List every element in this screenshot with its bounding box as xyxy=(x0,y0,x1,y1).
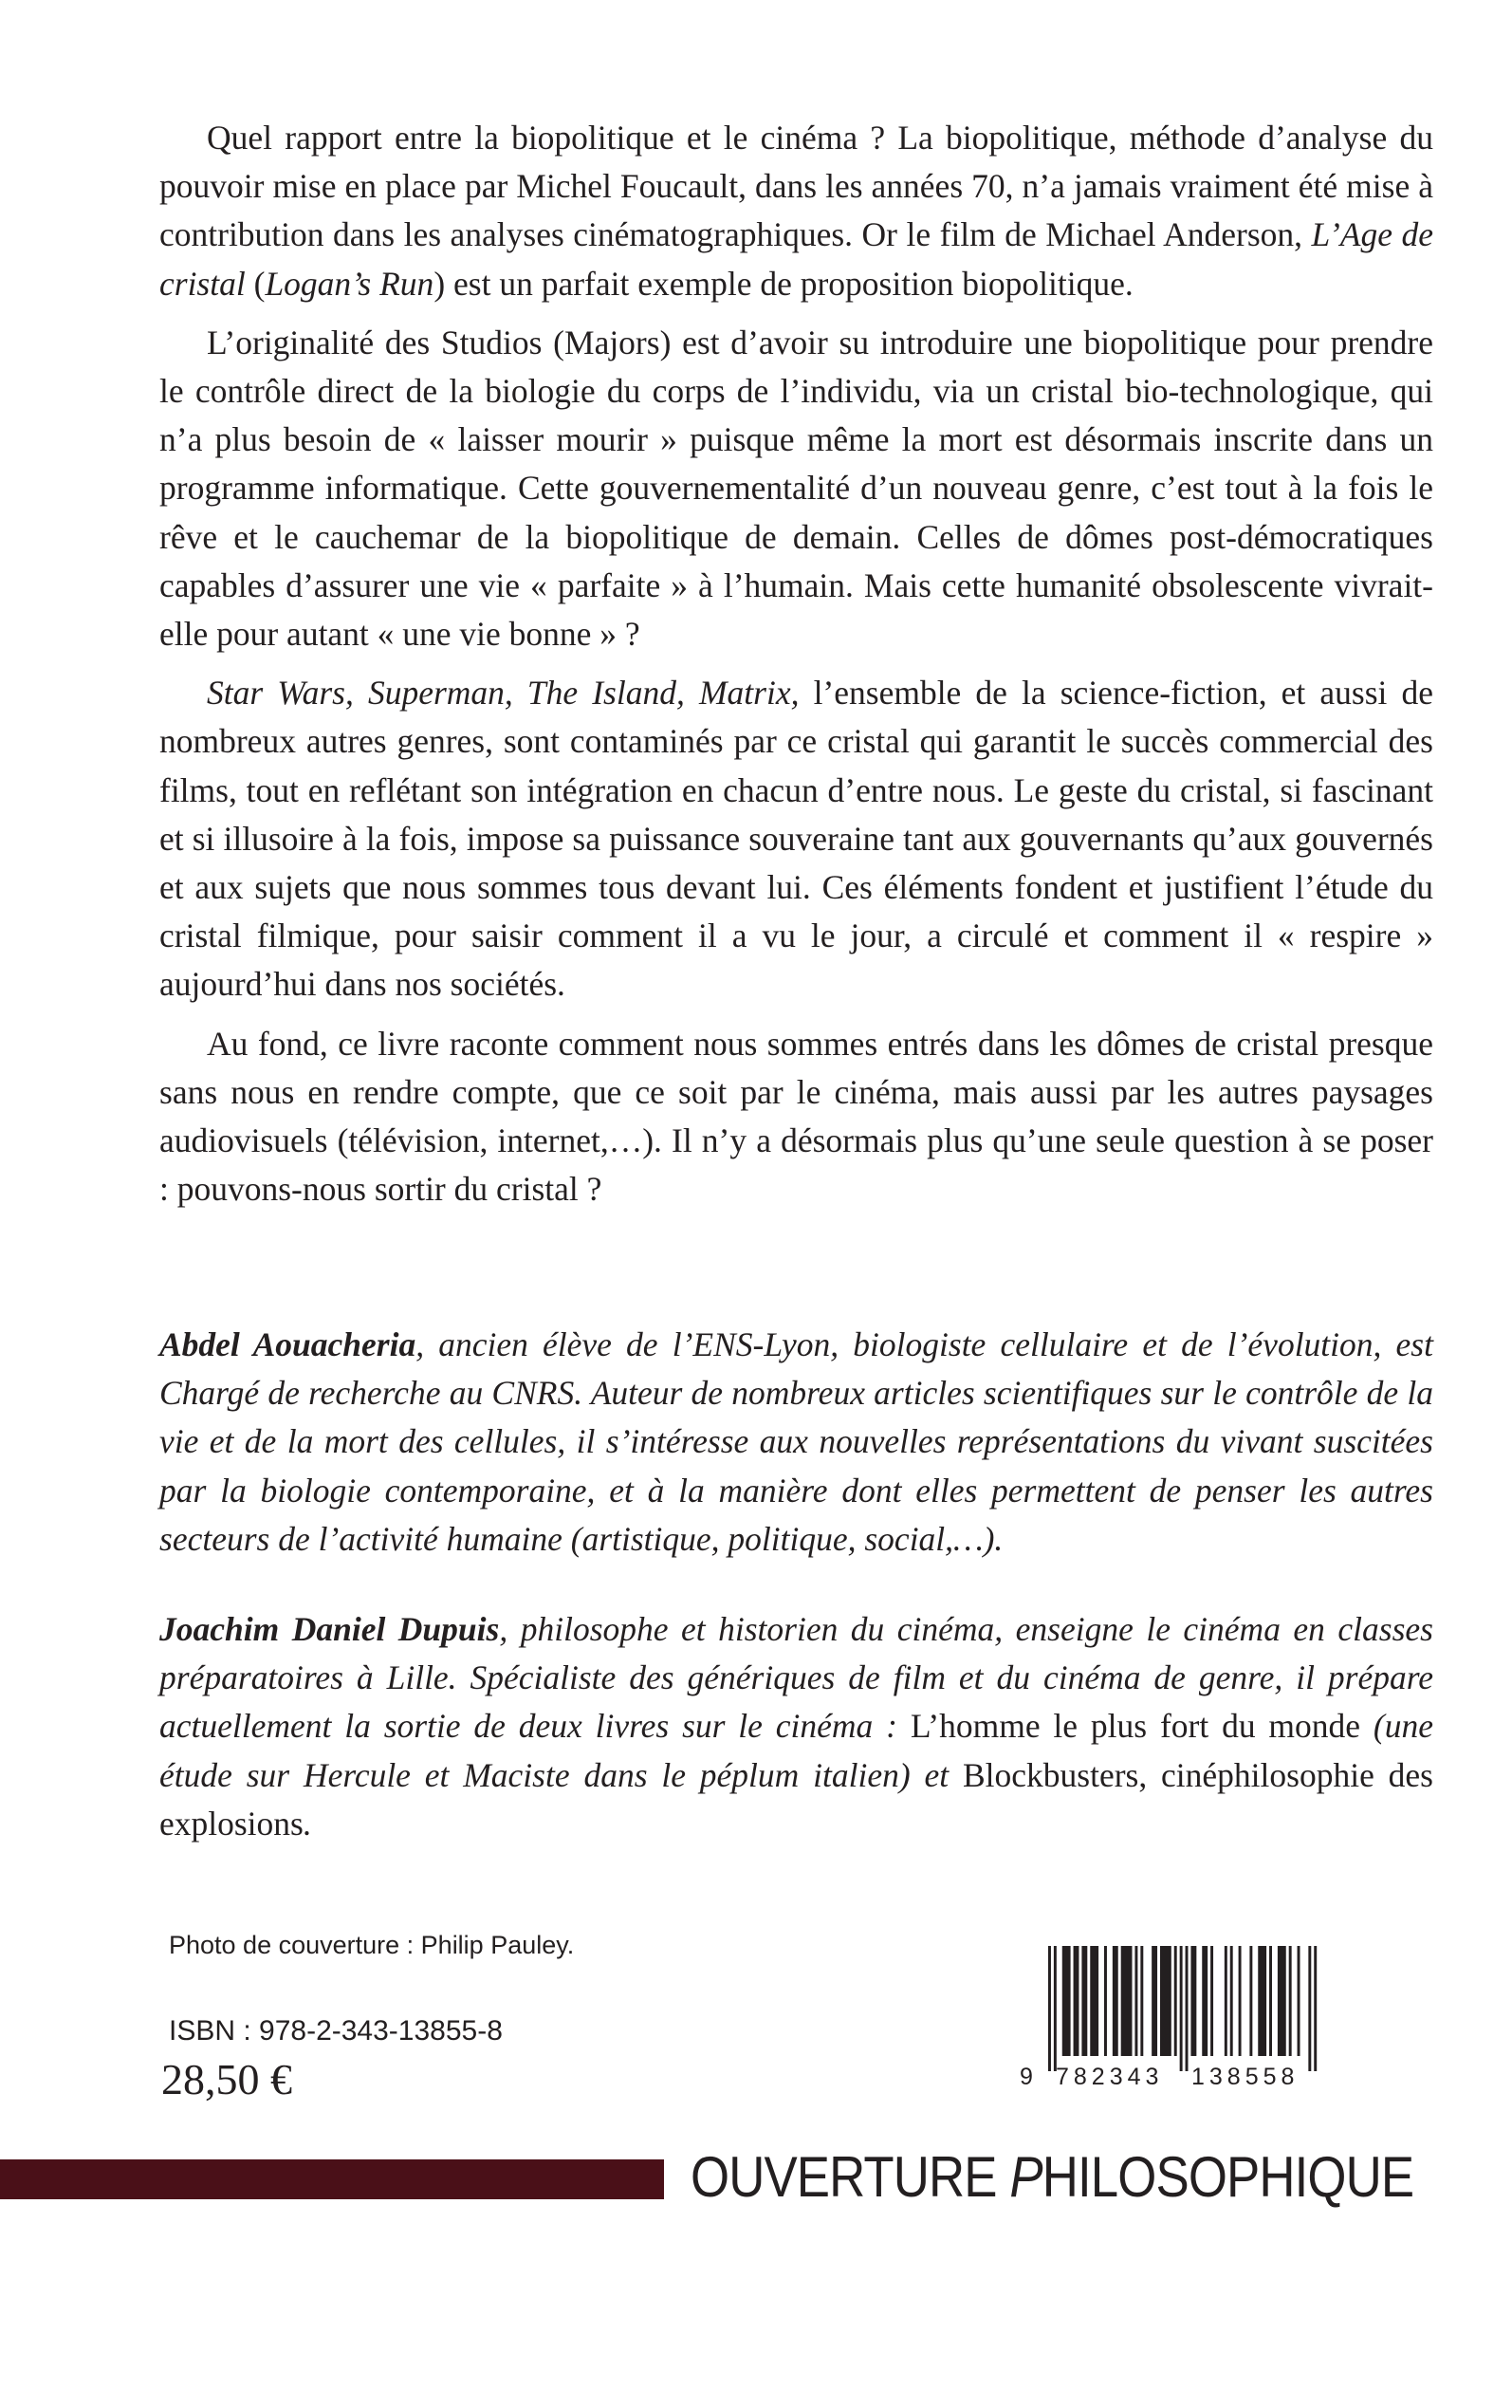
series-color-band xyxy=(0,2159,664,2199)
barcode-bar xyxy=(1113,1946,1118,2056)
author-bio-2: Joachim Daniel Dupuis, philosophe et historien du cinéma, enseigne le cinéma en classes préparatoires à Lille. Spécialiste des génériques de film et du cinéma de genre, il prépare actuellement la sortie de deux livres sur le cinéma : L’homme le plus fort du monde (une étude sur Hercule et Maciste dans le péplum italien) et Blockbusters, cinéphilosophie des explosions. xyxy=(159,1610,1433,1843)
barcode-bar xyxy=(1210,1946,1213,2056)
barcode-bar xyxy=(1225,1946,1227,2056)
film-title-french: L’Age de cristal xyxy=(159,215,1433,303)
summary-paragraph-3: Star Wars, Superman, The Island, Matrix, l’ensemble de la science-fiction, et aussi de nombreux autres genres, sont contaminés par ce cristal qui garantit le succès commercial des films, tout en reflétant son intégration en chacun d’entre nous. Le geste du cristal, si fascinant et si illusoire à la fois, impose sa puissance souveraine tant aux gouvernants qu’aux gouvernés et aux sujets que nous sommes tous devant lui. Ces éléments fondent et justifient l’étude du cristal filmique, pour saisir comment il a vu le jour, a circulé et comment il « respire » aujourd’hui dans nos sociétés. xyxy=(159,674,1433,1004)
barcode-bar xyxy=(1298,1946,1300,2056)
barcode-image xyxy=(1016,1946,1344,2088)
photo-credit: Photo de couverture : Philip Pauley. xyxy=(169,1931,575,1959)
barcode-bar xyxy=(1269,1946,1272,2056)
barcode-bar xyxy=(1314,1946,1317,2071)
barcode-bar xyxy=(1308,1946,1311,2071)
barcode-bar xyxy=(1134,1946,1137,2056)
barcode-bar xyxy=(1258,1946,1266,2056)
barcode-bar xyxy=(1239,1946,1242,2056)
price: 28,50 € xyxy=(161,2055,292,2103)
barcode-bar xyxy=(1062,1946,1071,2056)
barcode-bar xyxy=(1104,1946,1107,2056)
barcode-bar xyxy=(1090,1946,1098,2056)
book-title: L’homme le plus fort du monde xyxy=(910,1707,1361,1746)
summary-paragraph-2: L’originalité des Studios (Majors) est d’avoir su introduire une biopolitique pour prendre le contrôle direct de la biologie du corps de l’individu, via un cristal bio-technologique, qui n’a plus besoin de « laisser mourir » puisque même la mort est désormais inscrite dans un programme informatique. Cette gouvernementalité d’un nouveau genre, c’est tout à la fois le rêve et le cauchemar de la biopolitique de demain. Celles de dômes post-démocratiques capables d’assurer une vie « parfaite » à l’humain. Mais cette humanité obsolescente vivrait-elle pour autant « une vie bonne » ? xyxy=(159,323,1433,654)
barcode-bar xyxy=(1289,1946,1292,2056)
barcode-right-digits: 138558 xyxy=(1191,2064,1300,2088)
barcode-bar xyxy=(1180,1946,1183,2071)
barcode-bar xyxy=(1121,1946,1133,2056)
series-name: OUVERTURE PHILOSOPHIQUE xyxy=(691,2145,1414,2209)
barcode-bar xyxy=(1152,1946,1157,2056)
barcode-bar xyxy=(1249,1946,1252,2056)
book-title: Blockbusters, cinéphilosophie des explosions xyxy=(159,1755,1433,1843)
author-name: Joachim Daniel Dupuis xyxy=(159,1610,500,1649)
summary-paragraph-1: Quel rapport entre la biopolitique et le cinéma ? La biopolitique, méthode d’analyse du pouvoir mise en place par Michel Foucault, dans les années 70, n’a jamais vraiment été mise à contribution dans les analyses cinématographiques. Or le film de Michael Anderson, L’Age de cristal (Logan’s Run) est un parfait exemple de proposition biopolitique. xyxy=(159,119,1433,303)
barcode-bar xyxy=(1054,1946,1057,2071)
barcode-bar xyxy=(1074,1946,1079,2056)
back-cover-summary xyxy=(159,114,1433,1224)
isbn: ISBN : 978-2-343-13855-8 xyxy=(169,2015,503,2047)
barcode-bar xyxy=(1202,1946,1208,2056)
barcode-bar xyxy=(1048,1946,1051,2071)
barcode-bar xyxy=(1230,1946,1233,2056)
barcode-bar xyxy=(1186,1946,1189,2071)
barcode xyxy=(1016,1946,1344,2088)
author-bio-1: Abdel Aouacheria, ancien élève de l’ENS-Lyon, biologiste cellulaire et de l’évolution, est Chargé de recherche au CNRS. Auteur de nombreux articles scientifiques sur le contrôle de la vie et de la mort des cellules, il s’intéresse aux nouvelles représentations du vivant suscitées par la biologie contemporaine, et à la manière dont elles permettent de penser les autres secteurs de l’activité humaine (artistique, politique, social,…). xyxy=(159,1325,1433,1558)
barcode-first-digit: 9 xyxy=(1020,2064,1033,2088)
barcode-bar xyxy=(1190,1946,1196,2056)
barcode-bar xyxy=(1140,1946,1143,2056)
barcode-bar xyxy=(1174,1946,1177,2056)
barcode-bar xyxy=(1160,1946,1171,2056)
film-titles-list: Star Wars, Superman, The Island, Matrix, xyxy=(207,674,800,713)
film-title-english: Logan’s Run xyxy=(265,264,434,303)
barcode-left-digits: 782343 xyxy=(1056,2064,1164,2088)
barcode-bar xyxy=(1081,1946,1087,2056)
barcode-bar xyxy=(1278,1946,1286,2056)
author-name: Abdel Aouacheria xyxy=(159,1325,416,1363)
summary-paragraph-4: Au fond, ce livre raconte comment nous sommes entrés dans les dômes de cristal presque sans nous en rendre compte, que ce soit par le cinéma, mais aussi par les autres paysages audiovisuels (télévision, internet,…). Il n’y a désormais plus qu’une seule question à se poser : pouvons-nous sortir du cristal ? xyxy=(159,1024,1433,1209)
author-bios xyxy=(159,1321,1433,1890)
